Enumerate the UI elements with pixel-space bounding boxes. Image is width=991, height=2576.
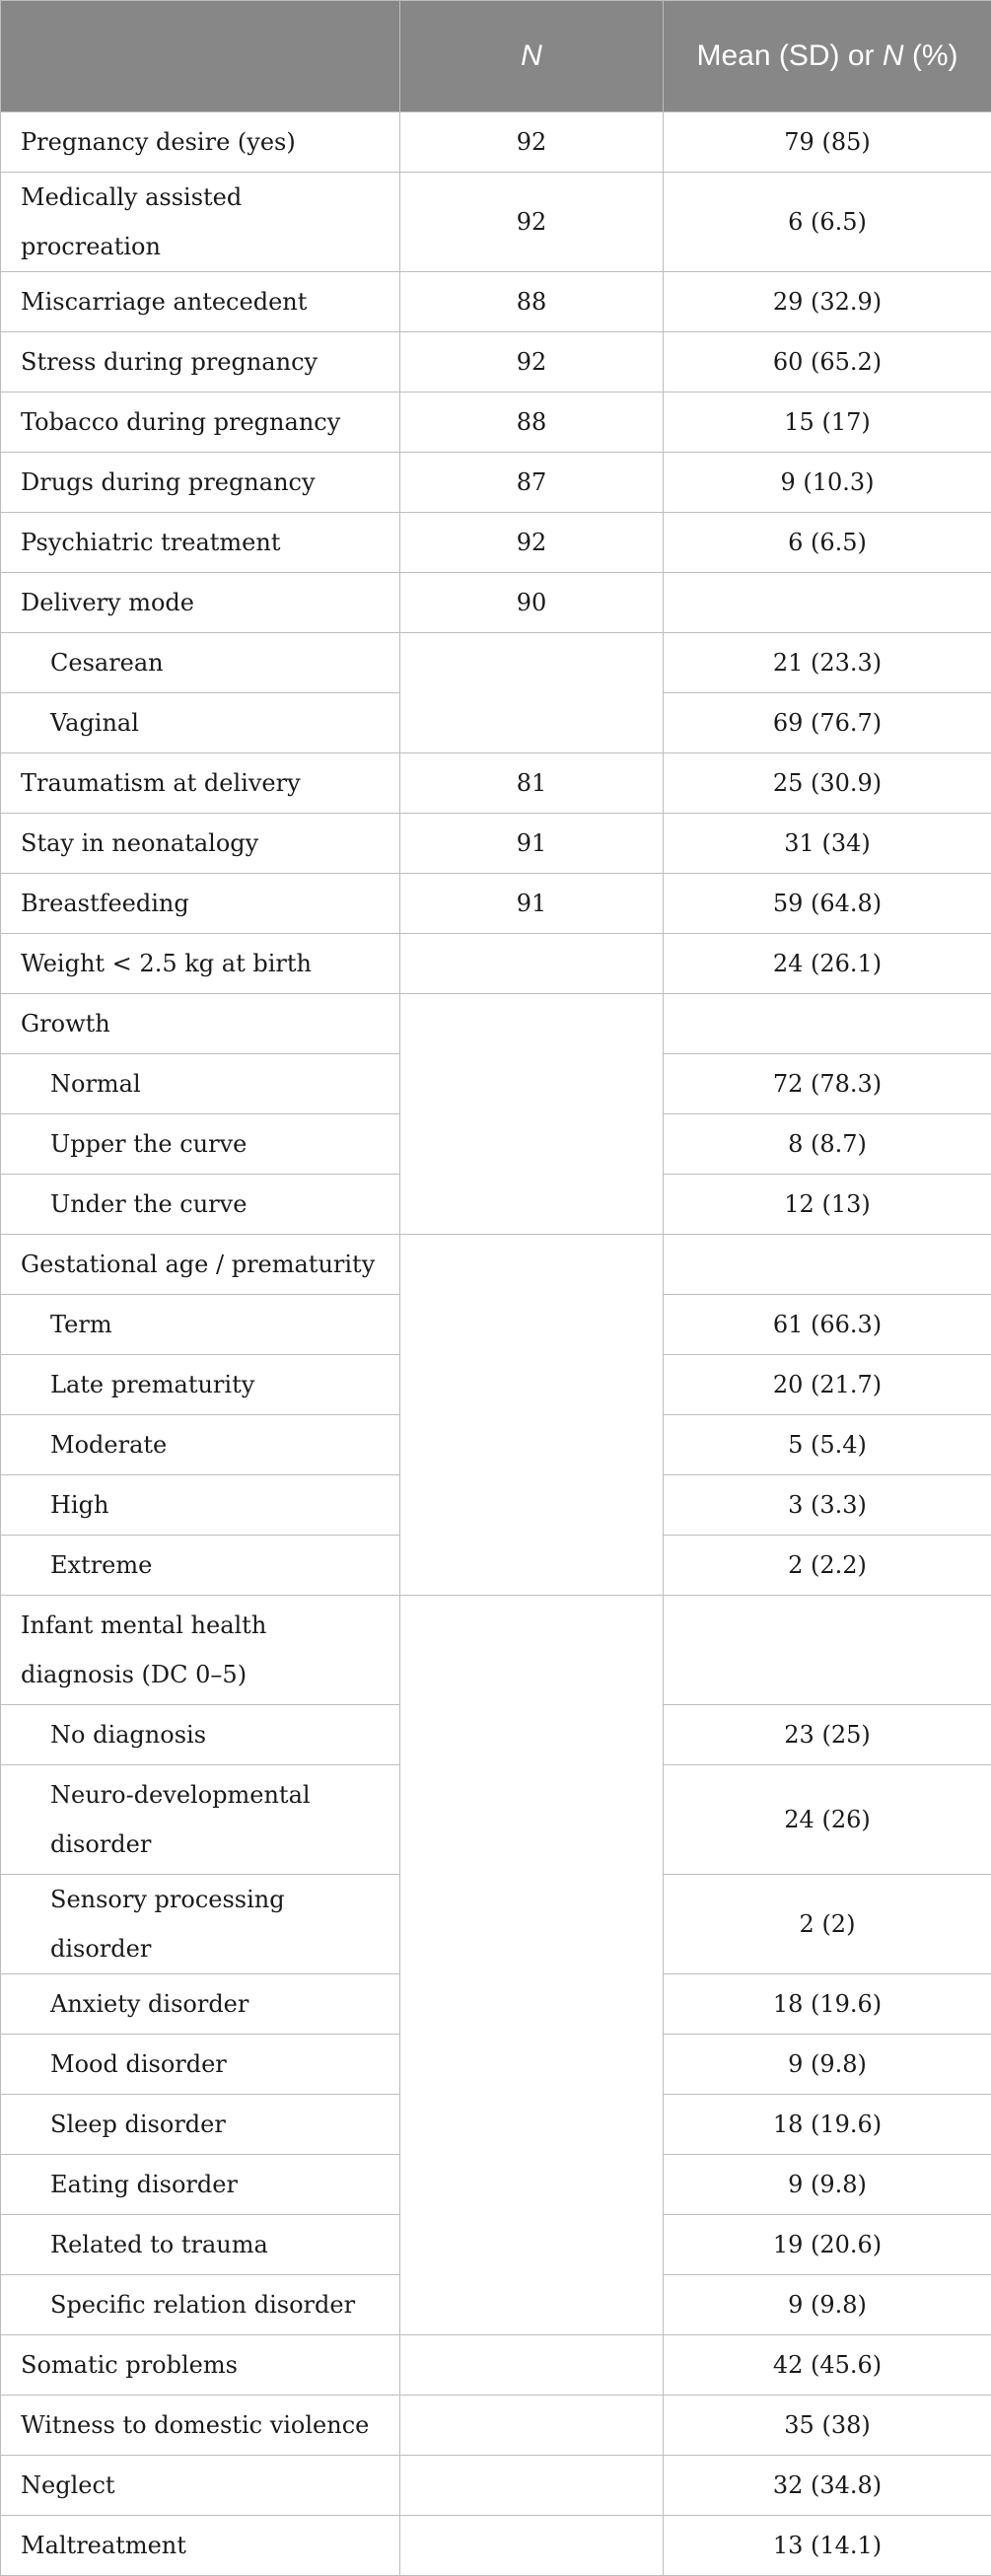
table-row: [1, 573, 991, 633]
table-row: [1, 814, 991, 874]
row-label: Tobacco during pregnancy: [1, 393, 400, 453]
table-row: [1, 994, 991, 1054]
row-label: No diagnosis: [1, 1705, 400, 1765]
table-row: [1, 2456, 991, 2516]
row-label: Stress during pregnancy: [1, 332, 400, 393]
table-row: [1, 633, 991, 693]
table-row: [1, 173, 991, 272]
row-label: Weight < 2.5 kg at birth: [1, 934, 400, 994]
row-stat: 18 (19.6): [664, 2095, 991, 2155]
row-label: Eating disorder: [1, 2155, 400, 2215]
table-row: [1, 2335, 991, 2396]
row-n: 92: [400, 173, 664, 272]
row-stat: 9 (9.8): [664, 2035, 991, 2095]
row-stat: 15 (17): [664, 393, 991, 453]
row-label: Infant mental health diagnosis (DC 0–5): [1, 1596, 400, 1705]
row-n: 88: [400, 272, 664, 332]
table-row: [1, 332, 991, 393]
row-n: 87: [400, 453, 664, 513]
table-row: [1, 753, 991, 814]
row-stat: 32 (34.8): [664, 2456, 991, 2516]
row-stat: 24 (26.1): [664, 934, 991, 994]
row-stat: [664, 573, 991, 633]
row-stat: 3 (3.3): [664, 1475, 991, 1536]
row-label: Moderate: [1, 1415, 400, 1475]
row-n: [400, 2456, 664, 2516]
row-stat: 13 (14.1): [664, 2516, 991, 2576]
row-stat: 19 (20.6): [664, 2215, 991, 2275]
row-stat: 35 (38): [664, 2396, 991, 2456]
row-n: 90: [400, 573, 664, 633]
header-n-text: N: [521, 39, 542, 72]
row-label: Traumatism at delivery: [1, 753, 400, 814]
row-label: Neglect: [1, 2456, 400, 2516]
row-stat: 60 (65.2): [664, 332, 991, 393]
row-n: [400, 934, 664, 994]
row-stat: 5 (5.4): [664, 1415, 991, 1475]
row-stat: 23 (25): [664, 1705, 991, 1765]
table-row: [1, 112, 991, 173]
header-stat-text-2: (%): [904, 39, 958, 72]
row-label: Anxiety disorder: [1, 1974, 400, 2035]
row-n: 92: [400, 513, 664, 573]
row-stat: 79 (85): [664, 112, 991, 173]
row-stat: [664, 1235, 991, 1295]
row-stat: 24 (26): [664, 1765, 991, 1875]
row-stat: [664, 1596, 991, 1705]
row-label: Somatic problems: [1, 2335, 400, 2396]
row-label: Extreme: [1, 1536, 400, 1596]
table-row: [1, 2516, 991, 2576]
row-stat: 9 (9.8): [664, 2155, 991, 2215]
table-row: [1, 513, 991, 573]
table-row: [1, 934, 991, 994]
row-label: Medically assisted procreation: [1, 173, 400, 272]
row-label: Under the curve: [1, 1175, 400, 1235]
row-n: [400, 2396, 664, 2456]
row-n: [400, 2516, 664, 2576]
row-label: Maltreatment: [1, 2516, 400, 2576]
row-stat: 2 (2): [664, 1875, 991, 1974]
row-stat: 29 (32.9): [664, 272, 991, 332]
row-stat: 8 (8.7): [664, 1114, 991, 1175]
row-stat: 59 (64.8): [664, 874, 991, 934]
row-label: Growth: [1, 994, 400, 1054]
row-stat: 42 (45.6): [664, 2335, 991, 2396]
row-label: Pregnancy desire (yes): [1, 112, 400, 173]
row-stat: 9 (10.3): [664, 453, 991, 513]
row-label: Upper the curve: [1, 1114, 400, 1175]
row-label: Late prematurity: [1, 1355, 400, 1415]
row-stat: 12 (13): [664, 1175, 991, 1235]
row-n: 92: [400, 332, 664, 393]
header-label-column: [1, 1, 400, 112]
row-label: Sensory processing disorder: [1, 1875, 400, 1974]
row-n: [400, 633, 664, 753]
row-stat: 6 (6.5): [664, 513, 991, 573]
row-stat: 61 (66.3): [664, 1295, 991, 1355]
row-label: Normal: [1, 1054, 400, 1114]
row-stat: 69 (76.7): [664, 693, 991, 753]
table-row: [1, 874, 991, 934]
table-row: [1, 1596, 991, 1705]
row-label: Related to trauma: [1, 2215, 400, 2275]
row-n: [400, 994, 664, 1235]
row-stat: 21 (23.3): [664, 633, 991, 693]
table-row: [1, 2396, 991, 2456]
row-n: [400, 2335, 664, 2396]
row-stat: 2 (2.2): [664, 1536, 991, 1596]
header-stat-text-1: Mean (SD) or: [696, 39, 882, 72]
row-label: Witness to domestic violence: [1, 2396, 400, 2456]
row-stat: 18 (19.6): [664, 1974, 991, 2035]
row-label: Sleep disorder: [1, 2095, 400, 2155]
row-stat: 31 (34): [664, 814, 991, 874]
row-label: Vaginal: [1, 693, 400, 753]
row-label: Mood disorder: [1, 2035, 400, 2095]
row-label: Gestational age / prematurity: [1, 1235, 400, 1295]
row-label: Breastfeeding: [1, 874, 400, 934]
row-label: Drugs during pregnancy: [1, 453, 400, 513]
row-stat: 20 (21.7): [664, 1355, 991, 1415]
row-label: Miscarriage antecedent: [1, 272, 400, 332]
row-stat: 6 (6.5): [664, 173, 991, 272]
row-label: Stay in neonatalogy: [1, 814, 400, 874]
header-n-column: [400, 1, 664, 112]
table-row: [1, 272, 991, 332]
table-row: [1, 393, 991, 453]
row-stat: [664, 994, 991, 1054]
table-row: [1, 453, 991, 513]
row-n: 91: [400, 874, 664, 934]
header-stat-column: [664, 1, 991, 112]
row-label: Psychiatric treatment: [1, 513, 400, 573]
row-label: Specific relation disorder: [1, 2275, 400, 2335]
row-label: Cesarean: [1, 633, 400, 693]
row-stat: 72 (78.3): [664, 1054, 991, 1114]
header-row: [1, 1, 991, 112]
row-n: [400, 1596, 664, 2335]
row-stat: 9 (9.8): [664, 2275, 991, 2335]
row-label: High: [1, 1475, 400, 1536]
row-n: [400, 1235, 664, 1596]
row-label: Delivery mode: [1, 573, 400, 633]
row-label: Term: [1, 1295, 400, 1355]
row-label: Neuro-developmental disorder: [1, 1765, 400, 1875]
row-stat: 25 (30.9): [664, 753, 991, 814]
row-n: 81: [400, 753, 664, 814]
table-row: [1, 1235, 991, 1295]
header-stat-italic: N: [883, 39, 904, 72]
row-n: 88: [400, 393, 664, 453]
row-n: 92: [400, 112, 664, 173]
row-n: 91: [400, 814, 664, 874]
